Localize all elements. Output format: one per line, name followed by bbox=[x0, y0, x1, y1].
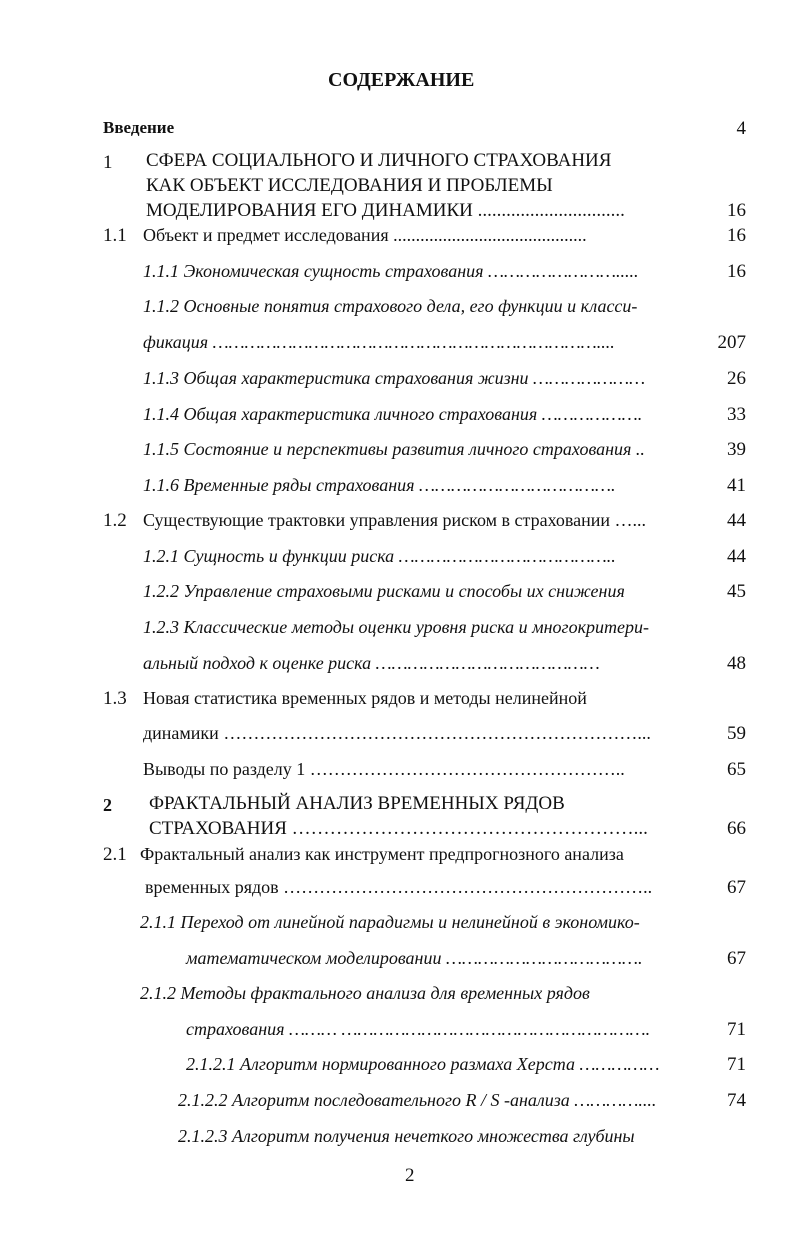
subsection-title: 1.1.4 Общая характеристика личного страхования ………………. bbox=[143, 404, 643, 424]
page-ref: 67 bbox=[727, 948, 746, 969]
subsubsection-title: 2.1.2.1 Алгоритм нормированного размаха Херста …………… bbox=[186, 1054, 660, 1074]
page-number: 2 bbox=[405, 1165, 415, 1186]
page-ref: 74 bbox=[727, 1090, 746, 1111]
chapter-title-line: КАК ОБЪЕКТ ИССЛЕДОВАНИЯ И ПРОБЛЕМЫ bbox=[146, 175, 553, 196]
section-title: Новая статистика временных рядов и методы нелинейной bbox=[143, 688, 587, 708]
page-ref: 48 bbox=[727, 653, 746, 674]
subsection-title-cont: альный подход к оценке риска …………………………………… bbox=[143, 653, 600, 673]
subsection-title: 1.1.3 Общая характеристика страхования жизни ………………… bbox=[143, 368, 646, 388]
subsection-title-cont: математическом моделировании ………………………………. bbox=[186, 948, 643, 968]
chapter-title-line: СТРАХОВАНИЯ ………………………………………………... bbox=[149, 818, 648, 839]
subsection-title: 2.1.2 Методы фрактального анализа для временных рядов bbox=[140, 983, 590, 1003]
page-ref: 39 bbox=[727, 439, 746, 460]
subsection-title-cont: страхования ……… …………………………………………………. bbox=[186, 1019, 651, 1039]
section-title-cont: временных рядов …………………………………………………….. bbox=[145, 877, 653, 897]
subsection-title: 1.1.1 Экономическая сущность страхования ……………………..... bbox=[143, 261, 639, 281]
page-ref: 45 bbox=[727, 581, 746, 602]
section-title: Фрактальный анализ как инструмент предпрогнозного анализа bbox=[140, 844, 624, 864]
chapter-title-line: МОДЕЛИРОВАНИЯ ЕГО ДИНАМИКИ ............................... bbox=[146, 200, 625, 221]
page-ref: 67 bbox=[727, 877, 746, 898]
subsection-title: 1.1.5 Состояние и перспективы развития личного страхования .. bbox=[143, 439, 645, 459]
subsection-title: 1.1.2 Основные понятия страхового дела, его функции и класси- bbox=[143, 296, 638, 316]
conclusions-title: Выводы по разделу 1 …………………………………………….. bbox=[143, 759, 625, 779]
page-ref: 207 bbox=[717, 332, 746, 353]
page-ref: 44 bbox=[727, 510, 746, 531]
section-title: Объект и предмет исследования ........................................... bbox=[143, 225, 587, 245]
page-ref: 71 bbox=[727, 1019, 746, 1040]
page-ref: 44 bbox=[727, 546, 746, 567]
toc-entry-intro: Введение bbox=[103, 118, 175, 137]
subsection-title-cont: фикация ……………………………………………………………….... bbox=[143, 332, 615, 352]
page-ref: 71 bbox=[727, 1054, 746, 1075]
page-ref: 65 bbox=[727, 759, 746, 780]
page-ref: 41 bbox=[727, 475, 746, 496]
page-ref: 4 bbox=[736, 118, 746, 139]
subsubsection-title: 2.1.2.3 Алгоритм получения нечеткого множества глубины bbox=[178, 1126, 635, 1146]
subsection-title: 2.1.1 Переход от линейной парадигмы и нелинейной в экономико- bbox=[140, 912, 640, 932]
subsubsection-title: 2.1.2.2 Алгоритм последовательного R / S -анализа ………….... bbox=[178, 1090, 657, 1110]
section-title: Существующие трактовки управления риском в страховании …... bbox=[143, 510, 647, 530]
page-ref: 16 bbox=[727, 200, 746, 221]
subsection-title: 1.2.3 Классические методы оценки уровня риска и многокритери- bbox=[143, 617, 649, 637]
chapter-title-line: СФЕРА СОЦИАЛЬНОГО И ЛИЧНОГО СТРАХОВАНИЯ bbox=[146, 150, 612, 171]
section-number: 1.3 bbox=[103, 688, 127, 709]
page-ref: 16 bbox=[727, 261, 746, 282]
page-ref: 59 bbox=[727, 723, 746, 744]
chapter-title-line: ФРАКТАЛЬНЫЙ АНАЛИЗ ВРЕМЕННЫХ РЯДОВ bbox=[149, 793, 565, 814]
page-title: СОДЕРЖАНИЕ bbox=[328, 69, 475, 91]
page-ref: 16 bbox=[727, 225, 746, 246]
page-ref: 66 bbox=[727, 818, 746, 839]
subsection-title: 1.2.1 Сущность и функции риска ………………………………….. bbox=[143, 546, 616, 566]
subsection-title: 1.1.6 Временные ряды страхования ………………………………. bbox=[143, 475, 616, 495]
chapter-number: 2 bbox=[103, 795, 112, 815]
chapter-number: 1 bbox=[103, 152, 113, 173]
page-ref: 33 bbox=[727, 404, 746, 425]
section-number: 1.1 bbox=[103, 225, 127, 246]
section-number: 2.1 bbox=[103, 844, 127, 865]
page-ref: 26 bbox=[727, 368, 746, 389]
subsection-title: 1.2.2 Управление страховыми рисками и способы их снижения bbox=[143, 581, 625, 601]
section-number: 1.2 bbox=[103, 510, 127, 531]
section-title-cont: динамики ……………………………………………………………... bbox=[143, 723, 651, 743]
